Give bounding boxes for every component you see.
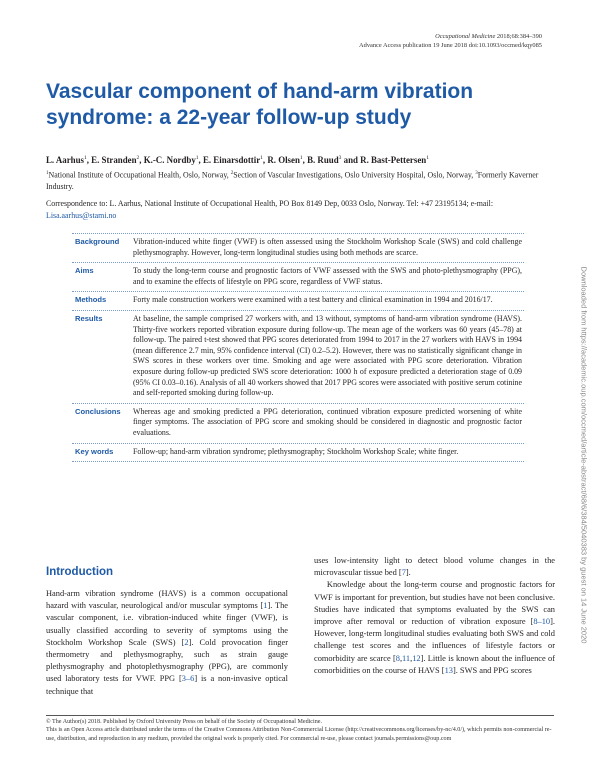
correspondence-text: Correspondence to: L. Aarhus, National Institute of Occupational Health, PO Box 8149 Dep, 0033 Oslo, Norway. Tel: +47 23195134; e-mail: — [46, 199, 494, 208]
abstract-label: Key words — [75, 446, 114, 456]
author-name: E. Stranden — [91, 154, 137, 165]
author-affil-sup: 1 — [260, 155, 263, 161]
citation-link[interactable]: 1 — [263, 601, 268, 611]
abstract-label: Conclusions — [75, 406, 121, 416]
author-name: E. Einarsdottir — [202, 154, 261, 165]
abstract-row — [72, 443, 524, 463]
author-name: K.-C. Nordby — [143, 154, 196, 165]
license-text: This is an Open Access article distributed under the terms of the Creative Commons Attribution Non-Commercial License (http://creativecommons.org/licenses/by-nc/4.0/), which permits non-commercial re-use, distribution, and reproduction in any medium, provided the original work is properly cited. For commercial re-use, please contact journals.permissions@oup.com — [46, 727, 552, 742]
affiliation-3: Formerly Kaverner Industry. — [46, 170, 539, 192]
correspondence — [46, 198, 552, 221]
body-text: , — [399, 653, 403, 663]
author-name: L. Aarhus — [46, 154, 84, 165]
abstract-text: At baseline, the sample comprised 27 workers with, and 13 without, symptoms of hand-arm vibration syndrome (HAVS). Thirty-five workers reported vibration exposure during follow-up. The mean age of the workers was 60 years (45–78) at follow-up. The paired t-test showed that PPG scores deteriorated from 1994 to 2017 in the 27 workers with HAVS in 1994 (mean difference 2.7 min, 95% confidence interval (CI) 0.2–5.2). However, there was no statistically significant change in SWS scores in these workers over time. Smoking and age were associated with PPG score deterioration. Vibration exposure during follow-up predicted SWS score deterioration: 1000 h of exposure predicted a deterioration stage of 0.09 (95% CI 0.03–0.16). Analysis of all 40 workers showed that 2017 PPG scores were associated with positive serum cotinine and self-reported smoking during follow-up. — [133, 313, 522, 398]
author-affil-sup: 1 — [195, 155, 199, 161]
affil-sup: 1 — [46, 171, 49, 176]
introduction-left-column — [46, 588, 288, 698]
author-separator: and — [341, 154, 361, 165]
affiliation-2: Section of Vascular Investigations, Oslo University Hospital, Oslo, Norway, — [233, 170, 476, 180]
author-separator: , — [302, 154, 308, 165]
abstract-label: Results — [75, 313, 103, 323]
citation-link[interactable]: 2 — [184, 637, 189, 647]
abstract-row — [72, 233, 524, 262]
abstract-label: Methods — [75, 295, 107, 305]
author-affil-sup: 1 — [426, 155, 429, 161]
copyright-line: © The Author(s) 2018. Published by Oxford University Press on behalf of the Society of Occupational Medicine. — [46, 719, 322, 725]
journal-name: Occupational Medicine — [435, 33, 496, 40]
journal-header — [359, 32, 542, 50]
citation-link[interactable]: 11 — [402, 653, 411, 663]
abstract-row — [72, 291, 524, 310]
abstract-text: To study the long-term course and prognostic factors of VWF assessed with the SWS and photo-plethysmography (PPG), and to examine the effects of lifestyle on PPG score, regardless of VWF status. — [133, 266, 522, 286]
abstract-label: Background — [75, 237, 120, 246]
body-text: ]. — [405, 568, 411, 578]
abstract-label: Aims — [75, 266, 94, 276]
abstract-row — [72, 310, 524, 403]
abstract-text: Forty male construction workers were examined with a test battery and clinical examination in 1994 and 2016/17. — [133, 295, 493, 305]
body-text: ]. The vascular component, i.e. vibration-induced white finger (VWF), is usually classified according to severity of symptoms using the Stockholm Workshop Scale (SWS) [ — [46, 601, 288, 647]
author-name: B. Ruud — [307, 154, 339, 165]
citation-link[interactable]: 3–6 — [181, 674, 195, 684]
author-affil-sup: 3 — [338, 155, 342, 161]
citation-link[interactable]: 13 — [444, 665, 453, 675]
affiliations — [46, 168, 552, 193]
affil-sup: 3 — [475, 171, 478, 176]
author-affil-sup: 1 — [83, 155, 87, 161]
abstract-box — [72, 233, 524, 462]
affil-sup: 2 — [230, 171, 234, 176]
email-link[interactable]: Lisa.aarhus@stami.no — [46, 210, 117, 220]
author-list — [46, 153, 566, 166]
abstract-text: Follow-up; hand-arm vibration syndrome; plethysmography; Stockholm Workshop Scale; white finger. — [133, 446, 459, 456]
author-separator: , — [139, 154, 144, 165]
footer-divider — [46, 715, 554, 716]
citation-link[interactable]: 8 — [395, 653, 400, 663]
citation-link[interactable]: 12 — [412, 653, 421, 663]
body-text: , — [410, 653, 413, 663]
author-separator: , — [262, 154, 268, 165]
abstract-row — [72, 403, 524, 443]
author-separator: , — [86, 154, 92, 165]
introduction-heading: Introduction — [46, 566, 114, 578]
author-name: R. Bast-Pettersen — [360, 154, 427, 165]
author-affil-sup: 1 — [299, 155, 303, 161]
body-text: ]. Little is known about the influence of comorbidities on the course of HAVS [ — [314, 653, 555, 675]
access-line: Advance Access publication 19 June 2018 doi:10.1093/occmed/kqy085 — [359, 42, 542, 49]
body-text: ]. However, long-term longitudinal studies evaluating both SWS and cold challenge test scores and the influences of lifestyle factors or comorbidity are scarce [ — [314, 617, 555, 663]
journal-citation: 2018;68:384–390 — [495, 33, 542, 40]
abstract-text: Vibration-induced white finger (VWF) is often assessed using the Stockholm Workshop Scale (SWS) and cold challenge plethysmography. However, long-term longitudinal studies using both methods are scarce. — [133, 237, 522, 257]
citation-link[interactable]: 7 — [401, 568, 406, 578]
affiliation-1: National Institute of Occupational Health, Oslo, Norway, — [48, 170, 231, 180]
body-text: Hand-arm vibration syndrome (HAVS) is a common occupational hazard with vascular, neurological and/or muscular symptoms [ — [46, 589, 288, 611]
author-affil-sup: 2 — [136, 155, 140, 161]
body-text: ]. SWS and PPG scores — [452, 665, 532, 675]
abstract-row — [72, 262, 524, 291]
body-text: ] is a non-invasive optical technique that — [46, 674, 288, 696]
author-separator: , — [198, 154, 203, 165]
body-text: ]. Cold provocation finger thermometry and plethysmography, such as strain gauge plethysmography and photoplethysmography (PPG), are commonly used laboratory tests for VWF. PPG [ — [46, 637, 288, 684]
author-name: R. Olsen — [267, 154, 300, 165]
citation-link[interactable]: 8–10 — [533, 617, 551, 627]
introduction-right-column — [314, 555, 555, 677]
download-watermark: Downloaded from https://academic.oup.com/occmed/article-abstract/68/6/384/5040383 by guest on 14 June 2020 — [579, 266, 589, 644]
footer — [46, 718, 556, 743]
body-text: uses low-intensity light to detect blood volume changes in the microvascular tissue bed [ — [314, 556, 555, 578]
article-title: Vascular component of hand-arm vibration syndrome: a 22-year follow-up study — [46, 80, 474, 129]
body-text: Knowledge about the long-term course and prognostic factors for VWF is important for prevention, but studies have not been conclusive. Studies have indicated that symptoms evaluated by the SWS can improve after removal or reduction of vibration exposure [ — [314, 580, 555, 627]
abstract-text: Whereas age and smoking predicted a PPG deterioration, continued vibration exposure predicted worsening of white finger symptoms. The association of PPG score and smoking should be considered in diagnostic and prognostic factor evaluations. — [133, 406, 522, 437]
